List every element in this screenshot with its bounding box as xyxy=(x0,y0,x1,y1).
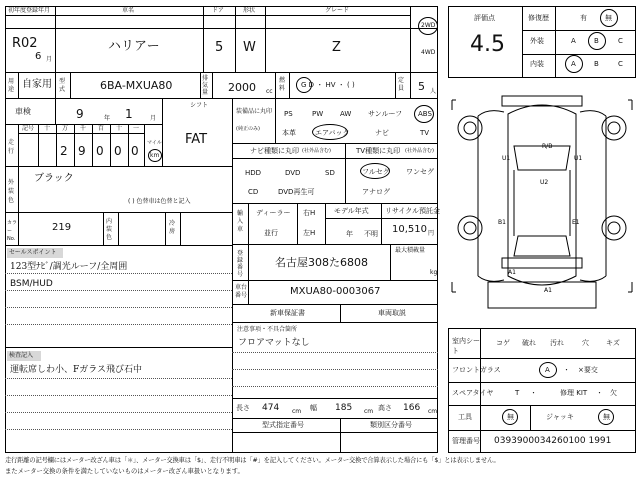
exterior-c: C xyxy=(618,37,623,45)
repair-yes: 有 xyxy=(580,14,587,22)
glass-dot: ・ xyxy=(563,366,570,374)
drive-4wd: 4WD xyxy=(421,49,436,56)
exterior-b: B xyxy=(594,37,599,45)
spare-label: スペアタイヤ xyxy=(452,389,494,397)
mark-u1-right: U1 xyxy=(574,155,583,162)
eq-aw: AW xyxy=(340,110,352,118)
recycle-value: 10,510 xyxy=(392,224,427,235)
mileage-d2: 9 xyxy=(78,144,86,158)
use-label: 用途 xyxy=(8,78,15,93)
navi-dvd: DVD xyxy=(285,169,301,177)
mileage-h1: 十 xyxy=(44,125,51,132)
spare-t: T xyxy=(515,389,520,397)
sales-point-line-1: 123型ﾅﾋﾞ/調光ルーフ/全周囲 xyxy=(10,262,128,272)
notes-label: 注意事項・不具合箇所 xyxy=(237,326,298,333)
import-dealer: ディーラー xyxy=(256,209,291,217)
width-label: 幅 xyxy=(310,404,317,412)
model: 6BA-MXUA80 xyxy=(100,79,173,92)
mileage-label: 走行 xyxy=(8,139,15,155)
grade: Z xyxy=(332,40,341,55)
fuel-label: 燃料 xyxy=(279,77,286,92)
import-label: 輸入車 xyxy=(237,210,244,233)
tool-value: 無 xyxy=(507,413,514,421)
navi-dvd-play: DVD再生可 xyxy=(278,188,315,196)
inspector-notes-label: 検査記入 xyxy=(9,352,34,359)
score-label: 評価点 xyxy=(474,14,495,22)
mileage-h3: 千 xyxy=(80,125,87,132)
mileage-h4: 百 xyxy=(98,125,105,132)
eq-tv: TV xyxy=(420,129,430,137)
inspection-label: 車検 xyxy=(15,107,31,116)
exterior-a: A xyxy=(571,37,576,45)
mileage-d5: 0 xyxy=(131,144,139,158)
interior-color-label: 内装色 xyxy=(106,218,113,241)
seat-stain: 汚れ xyxy=(550,339,564,347)
navi-sd: SD xyxy=(325,169,335,177)
repair-no: 無 xyxy=(605,14,612,22)
jack-value: 無 xyxy=(603,413,610,421)
footer-line-1: 走行距離の記号欄にはメーター改ざん車は「＊」、メーター交換車は「$」、走行不明車は「#」を記入してください。メーター交換で合算表示した場合にも「$」とは表示しません。 xyxy=(5,457,500,464)
length: 474 xyxy=(262,403,280,413)
doors: 5 xyxy=(215,40,224,55)
type-cert-label: 型式指定番号 xyxy=(262,421,304,429)
mileage-unit: km xyxy=(150,152,160,159)
eq-sunroof: サンルーフ xyxy=(368,110,403,118)
height-label: 高さ xyxy=(378,404,392,412)
mark-u1-left: U1 xyxy=(502,155,511,162)
chassis: MXUA80-0003067 xyxy=(290,286,381,297)
notes-line-1: フロアマットなし xyxy=(238,338,310,348)
shape: W xyxy=(243,40,256,55)
mileage-h5: 十 xyxy=(116,125,123,132)
import-parallel: 並行 xyxy=(264,229,278,237)
reg-month: 6 xyxy=(35,51,42,62)
navi-label: ナビ種類に丸印 xyxy=(250,147,299,155)
capacity-label: 定員 xyxy=(398,77,405,92)
warranty-label: 新車保証書 xyxy=(270,309,305,317)
model-year-value: 不明 xyxy=(364,230,378,238)
cc-unit: cc xyxy=(266,88,273,95)
inspection-year: 9 xyxy=(76,107,84,121)
mgmt-label: 管理番号 xyxy=(452,437,480,445)
car-name-label: 車名 xyxy=(122,7,135,14)
length-label: 長さ xyxy=(236,404,250,412)
color-no-label: カラーNo. xyxy=(7,220,18,242)
equipment-label: 装備品に丸印 xyxy=(236,108,273,115)
eq-ps: PS xyxy=(284,110,293,118)
fuel-options: G D ・ HV ・ ( ) xyxy=(301,81,355,89)
glass-label: フロントガラス xyxy=(452,366,501,374)
exterior-label: 外装 xyxy=(530,37,544,45)
height-cm: cm xyxy=(428,408,438,415)
tv-analog: アナログ xyxy=(362,188,390,196)
load-label: 最大積載量 xyxy=(395,247,426,254)
navi-sub: (社外品含む) xyxy=(302,148,331,154)
length-cm: cm xyxy=(292,408,302,415)
mark-u2: U2 xyxy=(540,179,549,186)
interior-b: B xyxy=(594,60,599,68)
reg-year: R02 xyxy=(12,36,38,51)
car-damage-diagram xyxy=(448,86,636,320)
inspector-notes-line-1: 運転席しわ小、Fガラス飛び石中 xyxy=(10,365,142,375)
seat-burn: コゲ xyxy=(496,339,510,347)
glass-a: A xyxy=(545,366,550,374)
mileage-d4: 0 xyxy=(114,144,122,158)
door-label: ドア xyxy=(212,7,224,14)
spare-kit: 修理 KIT xyxy=(560,389,588,397)
shift-label: シフト xyxy=(190,102,209,109)
chassis-label: 車台番号 xyxy=(235,284,248,299)
seat-hole: 穴 xyxy=(582,339,589,347)
person-unit: 人 xyxy=(430,88,437,95)
aircon-label: 冷房 xyxy=(169,220,176,235)
mark-e1: E1 xyxy=(572,219,580,226)
drive-2wd: 2WD xyxy=(421,22,436,29)
shape-label: 形状 xyxy=(243,7,256,14)
tv-label: TV種類に丸印 xyxy=(356,147,401,155)
reg-year-label: 初年度登録年月 xyxy=(8,7,51,14)
mileage-h2: 万 xyxy=(62,125,69,132)
tv-oneseg: ワンセグ xyxy=(406,168,434,176)
tool-label: 工具 xyxy=(458,413,472,421)
score: 4.5 xyxy=(470,32,505,57)
mark-rb: R/B xyxy=(542,143,553,150)
displacement: 2000 xyxy=(228,81,256,94)
month-unit-2: 月 xyxy=(150,115,157,122)
car-name: ハリアー xyxy=(108,39,160,54)
navi-hdd: HDD xyxy=(245,169,262,177)
color-note: ( ) 色替車は色替と記入 xyxy=(128,198,191,205)
import-left: 左H xyxy=(303,229,316,237)
mileage-unit-top: マイル xyxy=(147,140,162,146)
use: 自家用 xyxy=(22,79,52,90)
interior-label: 内装 xyxy=(530,60,544,68)
month-unit: 月 xyxy=(46,56,53,63)
model-year-unit: 年 xyxy=(346,230,353,238)
seat-tear: 破れ xyxy=(522,339,536,347)
seat-label: 室内シート xyxy=(452,337,480,355)
glass-replace: ×要交 xyxy=(578,366,598,374)
mark-a1-rear: A1 xyxy=(544,287,552,294)
eq-pw: PW xyxy=(312,110,324,118)
mark-b1: B1 xyxy=(498,219,506,226)
shift: FAT xyxy=(185,132,208,147)
recycle-label: リサイクル預託金 xyxy=(385,207,441,215)
tv-sub: (社外品含む) xyxy=(405,148,434,154)
eq-navi: ナビ xyxy=(375,129,389,137)
color-no: 219 xyxy=(52,222,72,233)
sales-point-line-2: BSM/HUD xyxy=(10,279,53,289)
spare-dot2: ・ xyxy=(596,389,603,397)
type-label: 型式 xyxy=(59,78,66,93)
class-label: 類別区分番号 xyxy=(370,421,412,429)
capacity: 5 xyxy=(418,80,425,93)
eq-abs: ABS xyxy=(418,110,432,118)
repair-label: 修復歴 xyxy=(528,14,549,22)
height: 166 xyxy=(403,403,421,413)
sales-point-label: セールスポイント xyxy=(9,249,57,256)
year-unit: 年 xyxy=(104,115,111,122)
mgmt-no: 0393900034260100 1991 xyxy=(494,436,612,446)
grade-label: グレード xyxy=(325,7,350,14)
load-kg: kg xyxy=(430,269,438,276)
interior-a: A xyxy=(571,60,576,68)
tv-fullseg: フルセグ xyxy=(362,168,390,176)
recycle-yen: 円 xyxy=(428,230,435,237)
width: 185 xyxy=(335,403,353,413)
registration-value: 名古屋308た6808 xyxy=(275,256,368,269)
mark-a1-front: A1 xyxy=(508,269,516,276)
mileage-h0: 記号 xyxy=(22,125,35,132)
footer-line-2: またメーター交換の条件を満たしていないものはメーター改ざん車扱いとなります。 xyxy=(5,468,244,475)
eq-airbag: エアバック xyxy=(315,129,350,137)
spare-dot1: ・ xyxy=(530,389,537,397)
jack-label: ジャッキ xyxy=(546,413,574,421)
eq-leather: 本革 xyxy=(282,129,296,137)
import-right: 右H xyxy=(303,209,316,217)
exterior-color-label: 外装色 xyxy=(8,179,15,204)
registration-label: 登録番号 xyxy=(237,250,244,278)
spare-none: 欠 xyxy=(610,389,617,397)
mileage-d1: 2 xyxy=(60,144,68,158)
model-year-label: モデル年式 xyxy=(334,207,369,215)
interior-c: C xyxy=(618,60,623,68)
mileage-d3: 0 xyxy=(96,144,104,158)
manual-label: 車両取説 xyxy=(378,309,406,317)
displacement-label: 排気量 xyxy=(202,75,209,96)
seat-scratch: キズ xyxy=(606,339,620,347)
inspection-month: 1 xyxy=(125,107,133,121)
mileage-h6: 一 xyxy=(133,125,140,132)
width-cm: cm xyxy=(364,408,374,415)
equipment-sub: (純正のみ) xyxy=(236,126,260,132)
navi-cd: CD xyxy=(248,188,259,196)
exterior-color: ブラック xyxy=(34,173,74,184)
